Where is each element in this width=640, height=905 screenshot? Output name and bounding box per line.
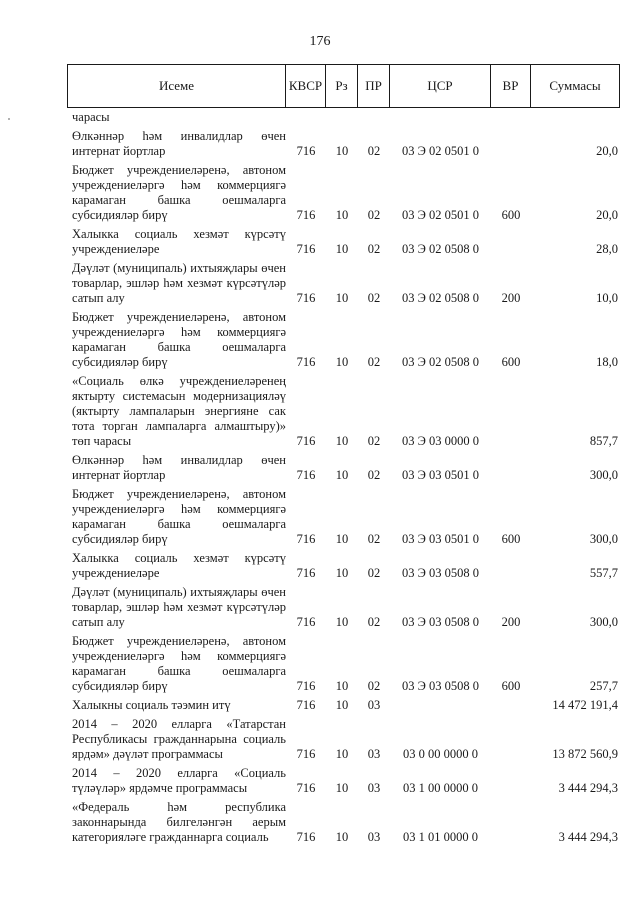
- row-vr: 200: [501, 291, 521, 305]
- row-pr: 03: [367, 781, 381, 795]
- row-vr: 600: [501, 208, 521, 222]
- row-kvsr: 716: [296, 615, 316, 629]
- row-sum: 13 872 560,9: [552, 747, 618, 761]
- table-row: [72, 717, 620, 763]
- table-row: [72, 261, 620, 307]
- row-kvsr: 716: [296, 144, 316, 158]
- row-kvsr: 716: [296, 698, 316, 712]
- row-kvsr: 716: [296, 291, 316, 305]
- table-row: [72, 310, 620, 371]
- row-name: «Федераль һәм республика законнарында билгеләнгән аерым категорияләге гражданнарга социаль: [72, 800, 286, 844]
- table-row: [72, 487, 620, 548]
- table-row: [72, 227, 620, 258]
- row-rz: 10: [335, 830, 349, 844]
- row-name: Бюджет учреждениеләренә, автоном учреждениеләргә һәм коммерциягә карамаган башка оешмаларга субсидияләр бирү: [72, 634, 286, 693]
- row-tssr: 03 Э 02 0508 0: [401, 355, 479, 369]
- row-sum: 20,0: [596, 144, 618, 158]
- row-sum: 300,0: [589, 468, 618, 482]
- row-tssr: 03 Э 02 0501 0: [401, 144, 479, 158]
- row-kvsr: 716: [296, 747, 316, 761]
- row-vr: 200: [501, 615, 521, 629]
- table-row: [72, 374, 620, 450]
- table-row: [72, 163, 620, 224]
- table-body: [72, 110, 620, 849]
- row-rz: 10: [335, 434, 349, 448]
- row-tssr: 03 Э 03 0501 0: [401, 532, 479, 546]
- row-rz: 10: [335, 291, 349, 305]
- row-pr: 02: [367, 208, 381, 222]
- row-name: Халыкка социаль хезмәт күрсәтү учреждениеләре: [72, 551, 286, 580]
- row-rz: 10: [335, 781, 349, 795]
- table-row: [72, 110, 620, 126]
- row-sum: 28,0: [596, 242, 618, 256]
- row-pr: 03: [367, 747, 381, 761]
- row-vr: 600: [501, 355, 521, 369]
- row-name: Бюджет учреждениеләренә, автоном учреждениеләргә һәм коммерциягә карамаган башка оешмаларга субсидияләр бирү: [72, 310, 286, 369]
- row-pr: 02: [367, 566, 381, 580]
- table-row: [72, 766, 620, 797]
- header-name: Исеме: [68, 65, 286, 107]
- row-kvsr: 716: [296, 434, 316, 448]
- row-name: чарасы: [72, 110, 110, 124]
- row-sum: 257,7: [589, 679, 618, 693]
- row-sum: 300,0: [589, 532, 618, 546]
- row-kvsr: 716: [296, 679, 316, 693]
- row-sum: 3 444 294,3: [558, 830, 618, 844]
- row-pr: 02: [367, 291, 381, 305]
- row-pr: 02: [367, 355, 381, 369]
- row-kvsr: 716: [296, 242, 316, 256]
- row-rz: 10: [335, 698, 349, 712]
- row-tssr: 03 1 00 0000 0: [403, 781, 478, 795]
- header-vr: ВР: [491, 65, 531, 107]
- table-row: [72, 585, 620, 631]
- row-kvsr: 716: [296, 781, 316, 795]
- row-kvsr: 716: [296, 830, 316, 844]
- row-sum: 10,0: [596, 291, 618, 305]
- row-vr: 600: [501, 679, 521, 693]
- row-tssr: 03 Э 02 0501 0: [401, 208, 479, 222]
- row-pr: 02: [367, 144, 381, 158]
- row-name: «Социаль өлкә учреждениеләренең яктырту системасын модернизацияләү (яктырту лампаларын энергияне сак тота торган лампаларга алмаштыру)» төп чарасы: [72, 374, 286, 448]
- row-pr: 02: [367, 468, 381, 482]
- row-name: 2014 – 2020 елларга «Социаль түләүләр» ярдәмче программасы: [72, 766, 286, 795]
- table-row: [72, 634, 620, 695]
- header-pr: ПР: [358, 65, 390, 107]
- page-number: 176: [309, 34, 331, 49]
- row-kvsr: 716: [296, 468, 316, 482]
- table-row: [72, 551, 620, 582]
- row-tssr: 03 Э 03 0501 0: [401, 468, 479, 482]
- row-tssr: 03 Э 03 0508 0: [401, 615, 479, 629]
- row-tssr: 03 Э 03 0508 0: [401, 566, 479, 580]
- row-tssr: 03 0 00 0000 0: [403, 747, 478, 761]
- table-row: [72, 698, 620, 714]
- row-pr: 02: [367, 615, 381, 629]
- row-name: Дәүләт (муниципаль) ихтыяҗлары өчен товарлар, эшләр һәм хезмәт күрсәтүләр сатып алу: [72, 261, 286, 305]
- row-name: Өлкәннәр һәм инвалидлар өчен интернат йортлар: [72, 129, 286, 158]
- header-tssr: ЦСР: [390, 65, 491, 107]
- row-sum: 20,0: [596, 208, 618, 222]
- row-sum: 557,7: [589, 566, 618, 580]
- row-sum: 14 472 191,4: [552, 698, 618, 712]
- row-pr: 02: [367, 434, 381, 448]
- row-tssr: 03 Э 03 0508 0: [401, 679, 479, 693]
- header-sum: Суммасы: [549, 78, 601, 93]
- row-pr: 02: [367, 679, 381, 693]
- row-rz: 10: [335, 144, 349, 158]
- row-name: Халыкны социаль тәэмин итү: [72, 698, 231, 712]
- row-kvsr: 716: [296, 208, 316, 222]
- row-name: Бюджет учреждениеләренә, автоном учреждениеләргә һәм коммерциягә карамаган башка оешмаларга субсидияләр бирү: [72, 163, 286, 222]
- row-rz: 10: [335, 242, 349, 256]
- row-kvsr: 716: [296, 355, 316, 369]
- row-rz: 10: [335, 566, 349, 580]
- row-pr: 02: [367, 532, 381, 546]
- row-sum: 300,0: [589, 615, 618, 629]
- row-kvsr: 716: [296, 532, 316, 546]
- row-sum: 857,7: [589, 434, 618, 448]
- header-rz: Рз: [326, 65, 358, 107]
- row-name: Бюджет учреждениеләренә, автоном учреждениеләргә һәм коммерциягә карамаган башка оешмаларга субсидияләр бирү: [72, 487, 286, 546]
- row-rz: 10: [335, 679, 349, 693]
- row-sum: 3 444 294,3: [558, 781, 618, 795]
- row-rz: 10: [335, 468, 349, 482]
- row-tssr: 03 Э 03 0000 0: [401, 434, 479, 448]
- row-name: Халыкка социаль хезмәт күрсәтү учреждениеләре: [72, 227, 286, 256]
- row-rz: 10: [335, 355, 349, 369]
- table-row: [72, 800, 620, 846]
- row-pr: 03: [367, 698, 381, 712]
- row-name: Дәүләт (муниципаль) ихтыяҗлары өчен товарлар, эшләр һәм хезмәт күрсәтүләр сатып алу: [72, 585, 286, 629]
- row-pr: 02: [367, 242, 381, 256]
- row-pr: 03: [367, 830, 381, 844]
- row-rz: 10: [335, 208, 349, 222]
- table-row: [72, 453, 620, 484]
- row-rz: 10: [335, 747, 349, 761]
- row-tssr: 03 Э 02 0508 0: [401, 291, 479, 305]
- row-kvsr: 716: [296, 566, 316, 580]
- row-vr: 600: [501, 532, 521, 546]
- scan-speck: [8, 118, 10, 120]
- table-header: [67, 64, 620, 108]
- table-row: [72, 129, 620, 160]
- row-tssr: 03 1 01 0000 0: [403, 830, 478, 844]
- row-name: 2014 – 2020 елларга «Татарстан Республикасы гражданнарына социаль ярдәм» дәүләт программасы: [72, 717, 286, 761]
- row-name: Өлкәннәр һәм инвалидлар өчен интернат йортлар: [72, 453, 286, 482]
- row-sum: 18,0: [596, 355, 618, 369]
- row-rz: 10: [335, 615, 349, 629]
- row-tssr: 03 Э 02 0508 0: [401, 242, 479, 256]
- row-rz: 10: [335, 532, 349, 546]
- header-kvsr: КВСР: [286, 65, 326, 107]
